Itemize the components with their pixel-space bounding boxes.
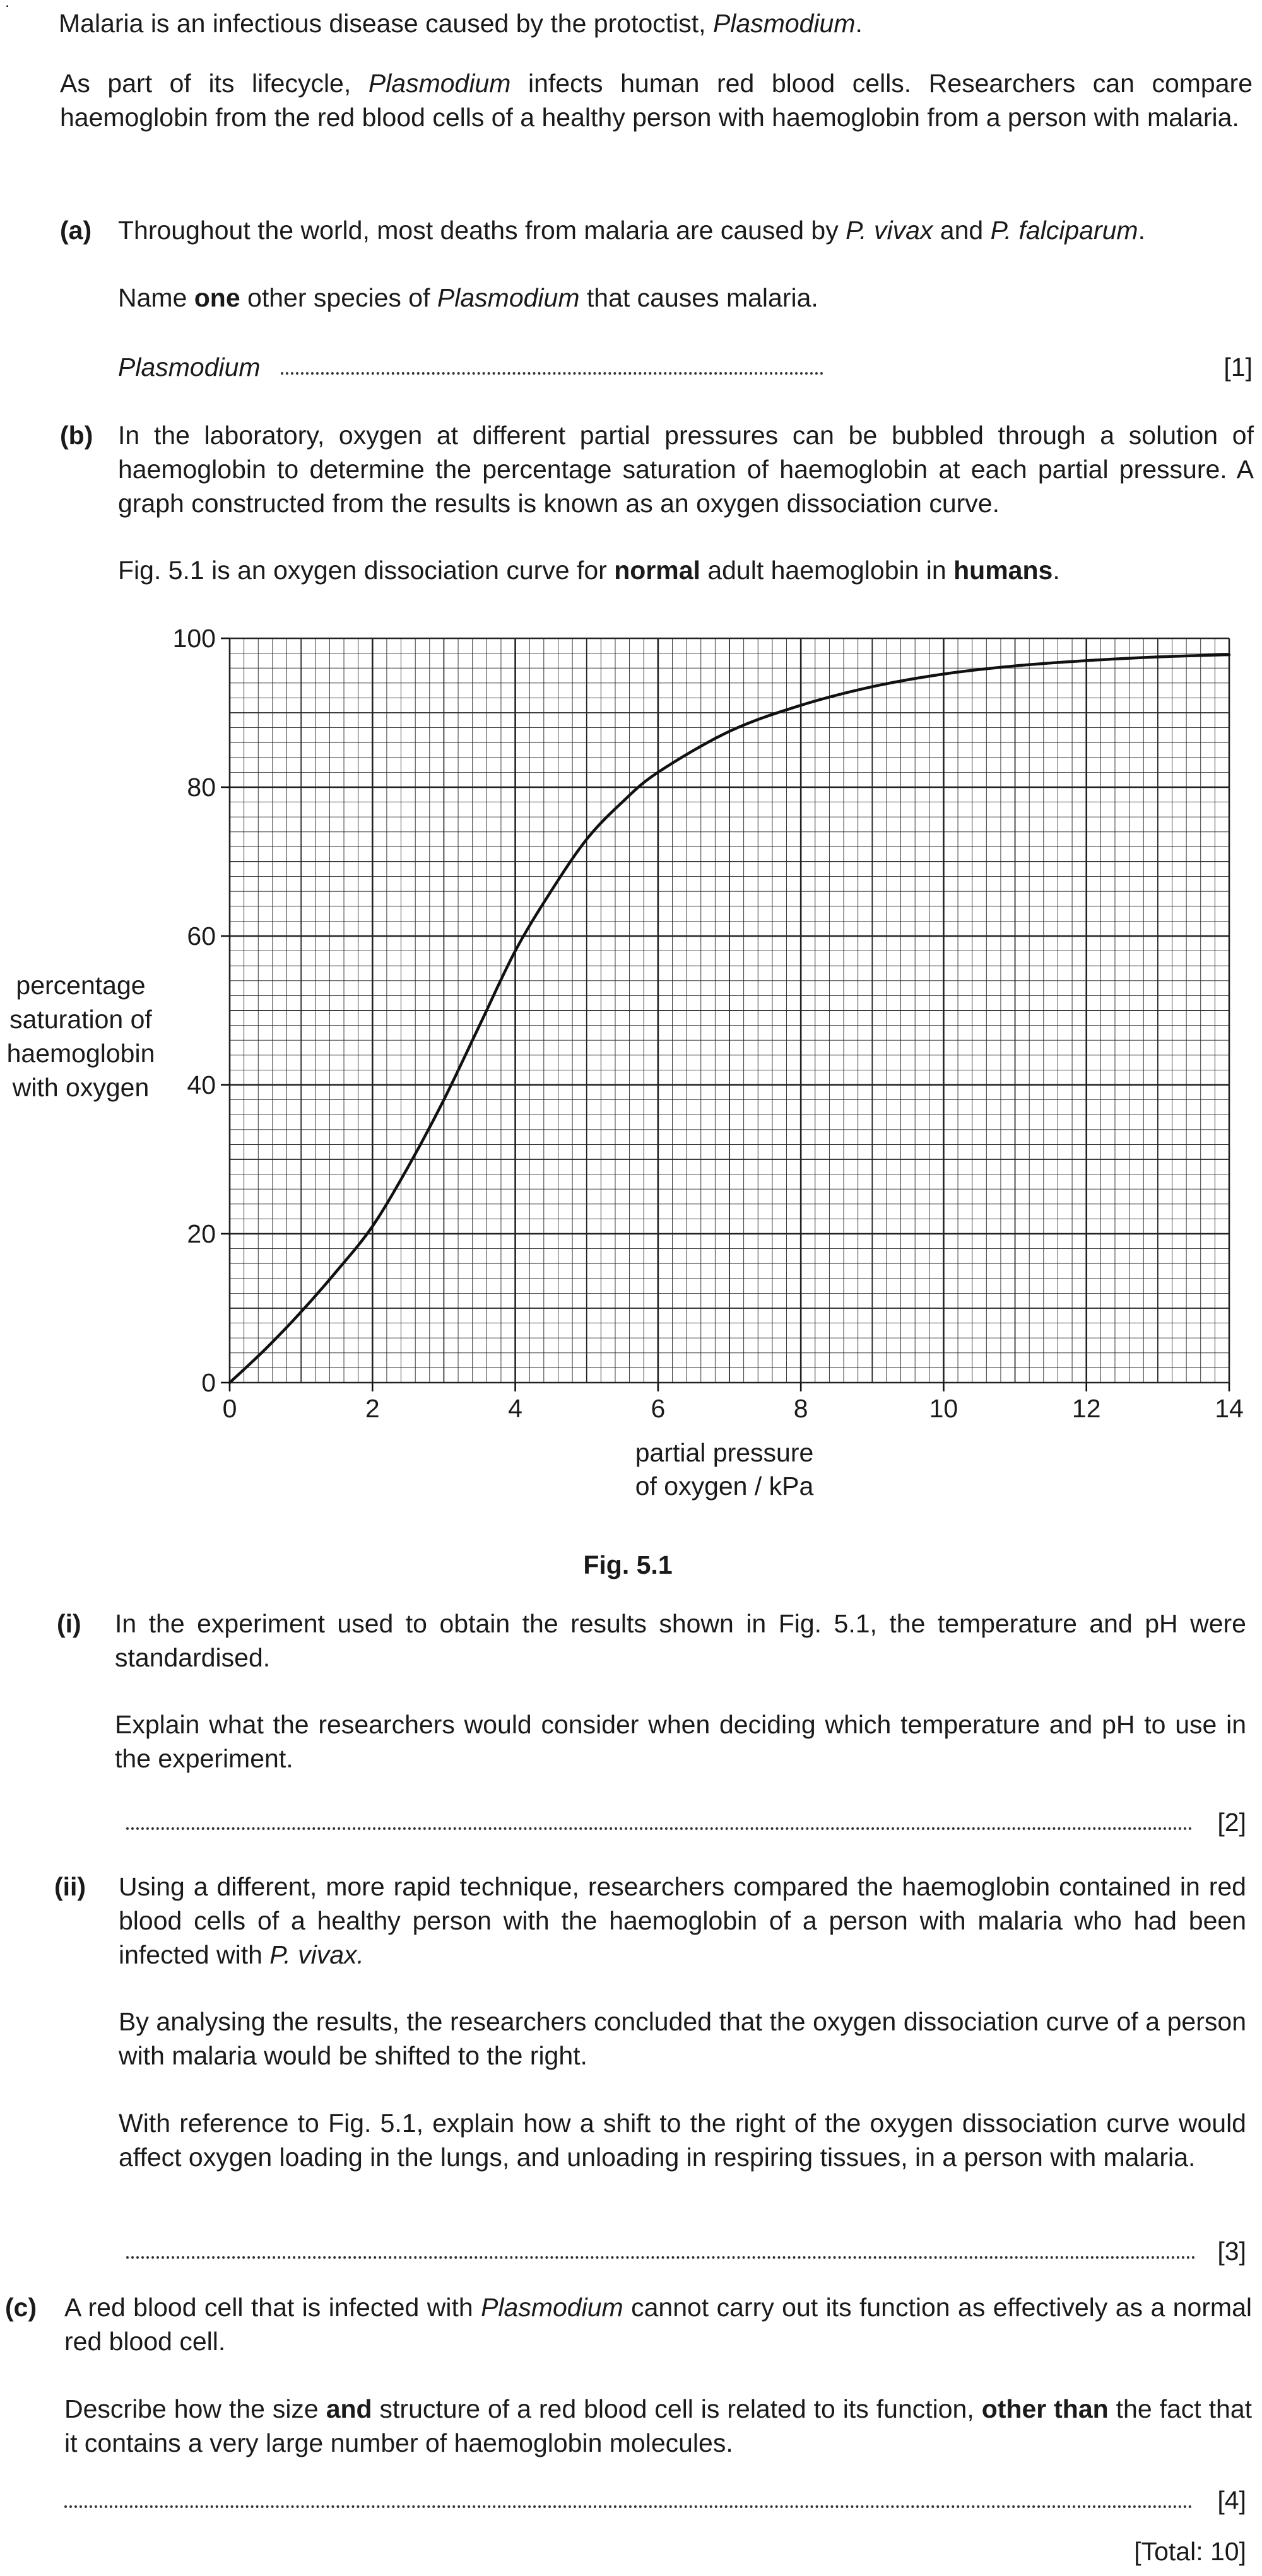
x-tick-label: 0: [222, 1394, 237, 1423]
part-a-l1-a: Throughout the world, most deaths from malaria are caused by: [118, 216, 846, 245]
part-a-answer-line[interactable]: [281, 372, 823, 375]
part-b-i-answer-line[interactable]: [126, 1827, 1193, 1830]
intro-end: .: [855, 9, 863, 38]
part-c-marks: [4]: [1217, 2486, 1246, 2515]
intro-p2-a: As part of its lifecycle,: [60, 69, 369, 98]
part-b-ii-label: (ii): [54, 1872, 86, 1901]
y-tick-label: 40: [187, 1070, 216, 1099]
part-a-l2-c: other species of: [240, 283, 437, 312]
intro-p2-c: infects human red blood cells. Researchers can compare haemoglobin from the red blood cells of a healthy person with haemoglobin from a person with malaria.: [60, 69, 1253, 132]
part-c-plasmodium: Plasmodium: [481, 2293, 623, 2322]
intro-italic: Plasmodium: [712, 9, 856, 38]
part-b-ii-marks: [3]: [1217, 2237, 1246, 2266]
y-axis-label-line4: with oxygen: [12, 1073, 150, 1102]
part-b-ii-p1: [119, 1870, 1246, 1972]
intro-text: Malaria is an infectious disease caused by the protoctist,: [59, 9, 713, 38]
x-tick-label: 6: [651, 1394, 666, 1423]
x-axis-label-line2: of oxygen / kPa: [635, 1472, 814, 1501]
part-b-i-p2: Explain what the researchers would consider when deciding which temperature and pH to use in the experiment.: [115, 1710, 1246, 1773]
y-axis-label-line2: saturation of: [9, 1005, 152, 1034]
part-a-plasmodium: Plasmodium: [437, 283, 580, 312]
x-axis-label-line1: partial pressure: [635, 1438, 814, 1467]
part-c-p2-c: structure of a red blood cell is related to its function,: [372, 2394, 982, 2423]
y-tick-labels: [173, 624, 216, 1397]
part-a-one: one: [194, 283, 240, 312]
part-b-ii-p3: With reference to Fig. 5.1, explain how a shift to the right of the oxygen dissociation curve would affect oxygen loading in the lungs, and unloading in respiring tissues, in a person with malaria.: [119, 2109, 1246, 2172]
part-c-p1-a: A red blood cell that is infected with: [64, 2293, 481, 2322]
part-a-falciparum: P. falciparum: [990, 216, 1138, 245]
fig-intro-a: Fig. 5.1 is an oxygen dissociation curve for: [118, 556, 615, 585]
intro-p2-italic: Plasmodium: [368, 69, 511, 98]
intro-line: [59, 6, 863, 40]
part-b-i-marks: [2]: [1217, 1808, 1246, 1837]
oxygen-dissociation-chart: [0, 606, 1262, 1579]
fig-intro-humans: humans: [953, 556, 1053, 585]
intro-paragraph: [60, 66, 1253, 134]
total-marks: [Total: 10]: [1134, 2537, 1246, 2566]
x-tick-label: 8: [793, 1394, 808, 1423]
y-tick-label: 20: [187, 1219, 216, 1248]
fig-intro-normal: normal: [614, 556, 700, 585]
part-b-label: (b): [60, 421, 93, 450]
y-tick-label: 80: [187, 773, 216, 802]
y-tick-label: 100: [172, 624, 216, 653]
part-b-ii-p1-a: Using a different, more rapid technique, researchers compared the haemoglobin contained in red blood cells of a healthy person with the haemoglobin of a person with malaria who had been infected with: [119, 1872, 1246, 1969]
part-b-text: In the laboratory, oxygen at different partial pressures can be bubbled through a solution of haemoglobin to determine the percentage saturation of haemoglobin at each partial pressure. A graph constructed from the results is known as an oxygen dissociation curve.: [118, 421, 1254, 518]
x-tick-label: 14: [1215, 1394, 1244, 1423]
y-axis-label-line3: haemoglobin: [6, 1039, 155, 1068]
part-c-p2: [64, 2392, 1252, 2460]
figure-caption: Fig. 5.1: [583, 1550, 673, 1579]
part-a-line1: [118, 213, 1145, 247]
x-tick-labels: [223, 1394, 1244, 1423]
minor-grid: [230, 638, 1229, 1383]
part-b-i-p1: In the experiment used to obtain the results shown in Fig. 5.1, the temperature and pH were standardised.: [115, 1609, 1246, 1672]
part-a-marks: [1]: [1224, 353, 1253, 382]
part-c-p2-e: the fact that it contains a very large number of haemoglobin molecules.: [64, 2394, 1253, 2457]
part-b-fig-intro: [118, 553, 1060, 587]
part-c-label: (c): [5, 2293, 37, 2322]
part-a-line2: [118, 281, 818, 315]
x-tick-label: 10: [929, 1394, 958, 1423]
part-c-and: and: [326, 2394, 372, 2423]
y-tick-label: 60: [187, 922, 216, 951]
part-a-l1-e: .: [1138, 216, 1145, 245]
part-a-vivax: P. vivax: [846, 216, 933, 245]
part-c-answer-line[interactable]: [64, 2505, 1193, 2508]
part-a-l2-a: Name: [118, 283, 194, 312]
part-a-answer-prefix: Plasmodium: [118, 353, 261, 382]
fig-intro-c: adult haemoglobin in: [700, 556, 954, 585]
part-a-l1-c: and: [933, 216, 991, 245]
part-b-i-label: (i): [57, 1609, 81, 1638]
y-axis-label-line1: percentage: [16, 971, 146, 1000]
part-c-p1: [64, 2290, 1252, 2358]
x-tick-label: 12: [1071, 1394, 1101, 1423]
part-b-ii-p2: By analysing the results, the researchers concluded that the oxygen dissociation curve of a person with malaria would be shifted to the right.: [119, 2007, 1246, 2070]
fig-intro-e: .: [1053, 556, 1060, 585]
part-c-other-than: other than: [981, 2394, 1109, 2423]
part-c-p2-a: Describe how the size: [64, 2394, 326, 2423]
part-a-l2-e: that causes malaria.: [579, 283, 818, 312]
part-b-ii-answer-line[interactable]: [126, 2256, 1196, 2259]
x-tick-label: 4: [508, 1394, 522, 1423]
part-c-p1-c: cannot carry out its function as effectively as a normal red blood cell.: [64, 2293, 1252, 2356]
part-b-ii-vivax: P. vivax.: [269, 1940, 364, 1969]
y-tick-label: 0: [201, 1368, 216, 1397]
x-tick-label: 2: [365, 1394, 380, 1423]
part-a-label: (a): [60, 216, 92, 245]
margin-mark: ˙: [5, 3, 11, 23]
